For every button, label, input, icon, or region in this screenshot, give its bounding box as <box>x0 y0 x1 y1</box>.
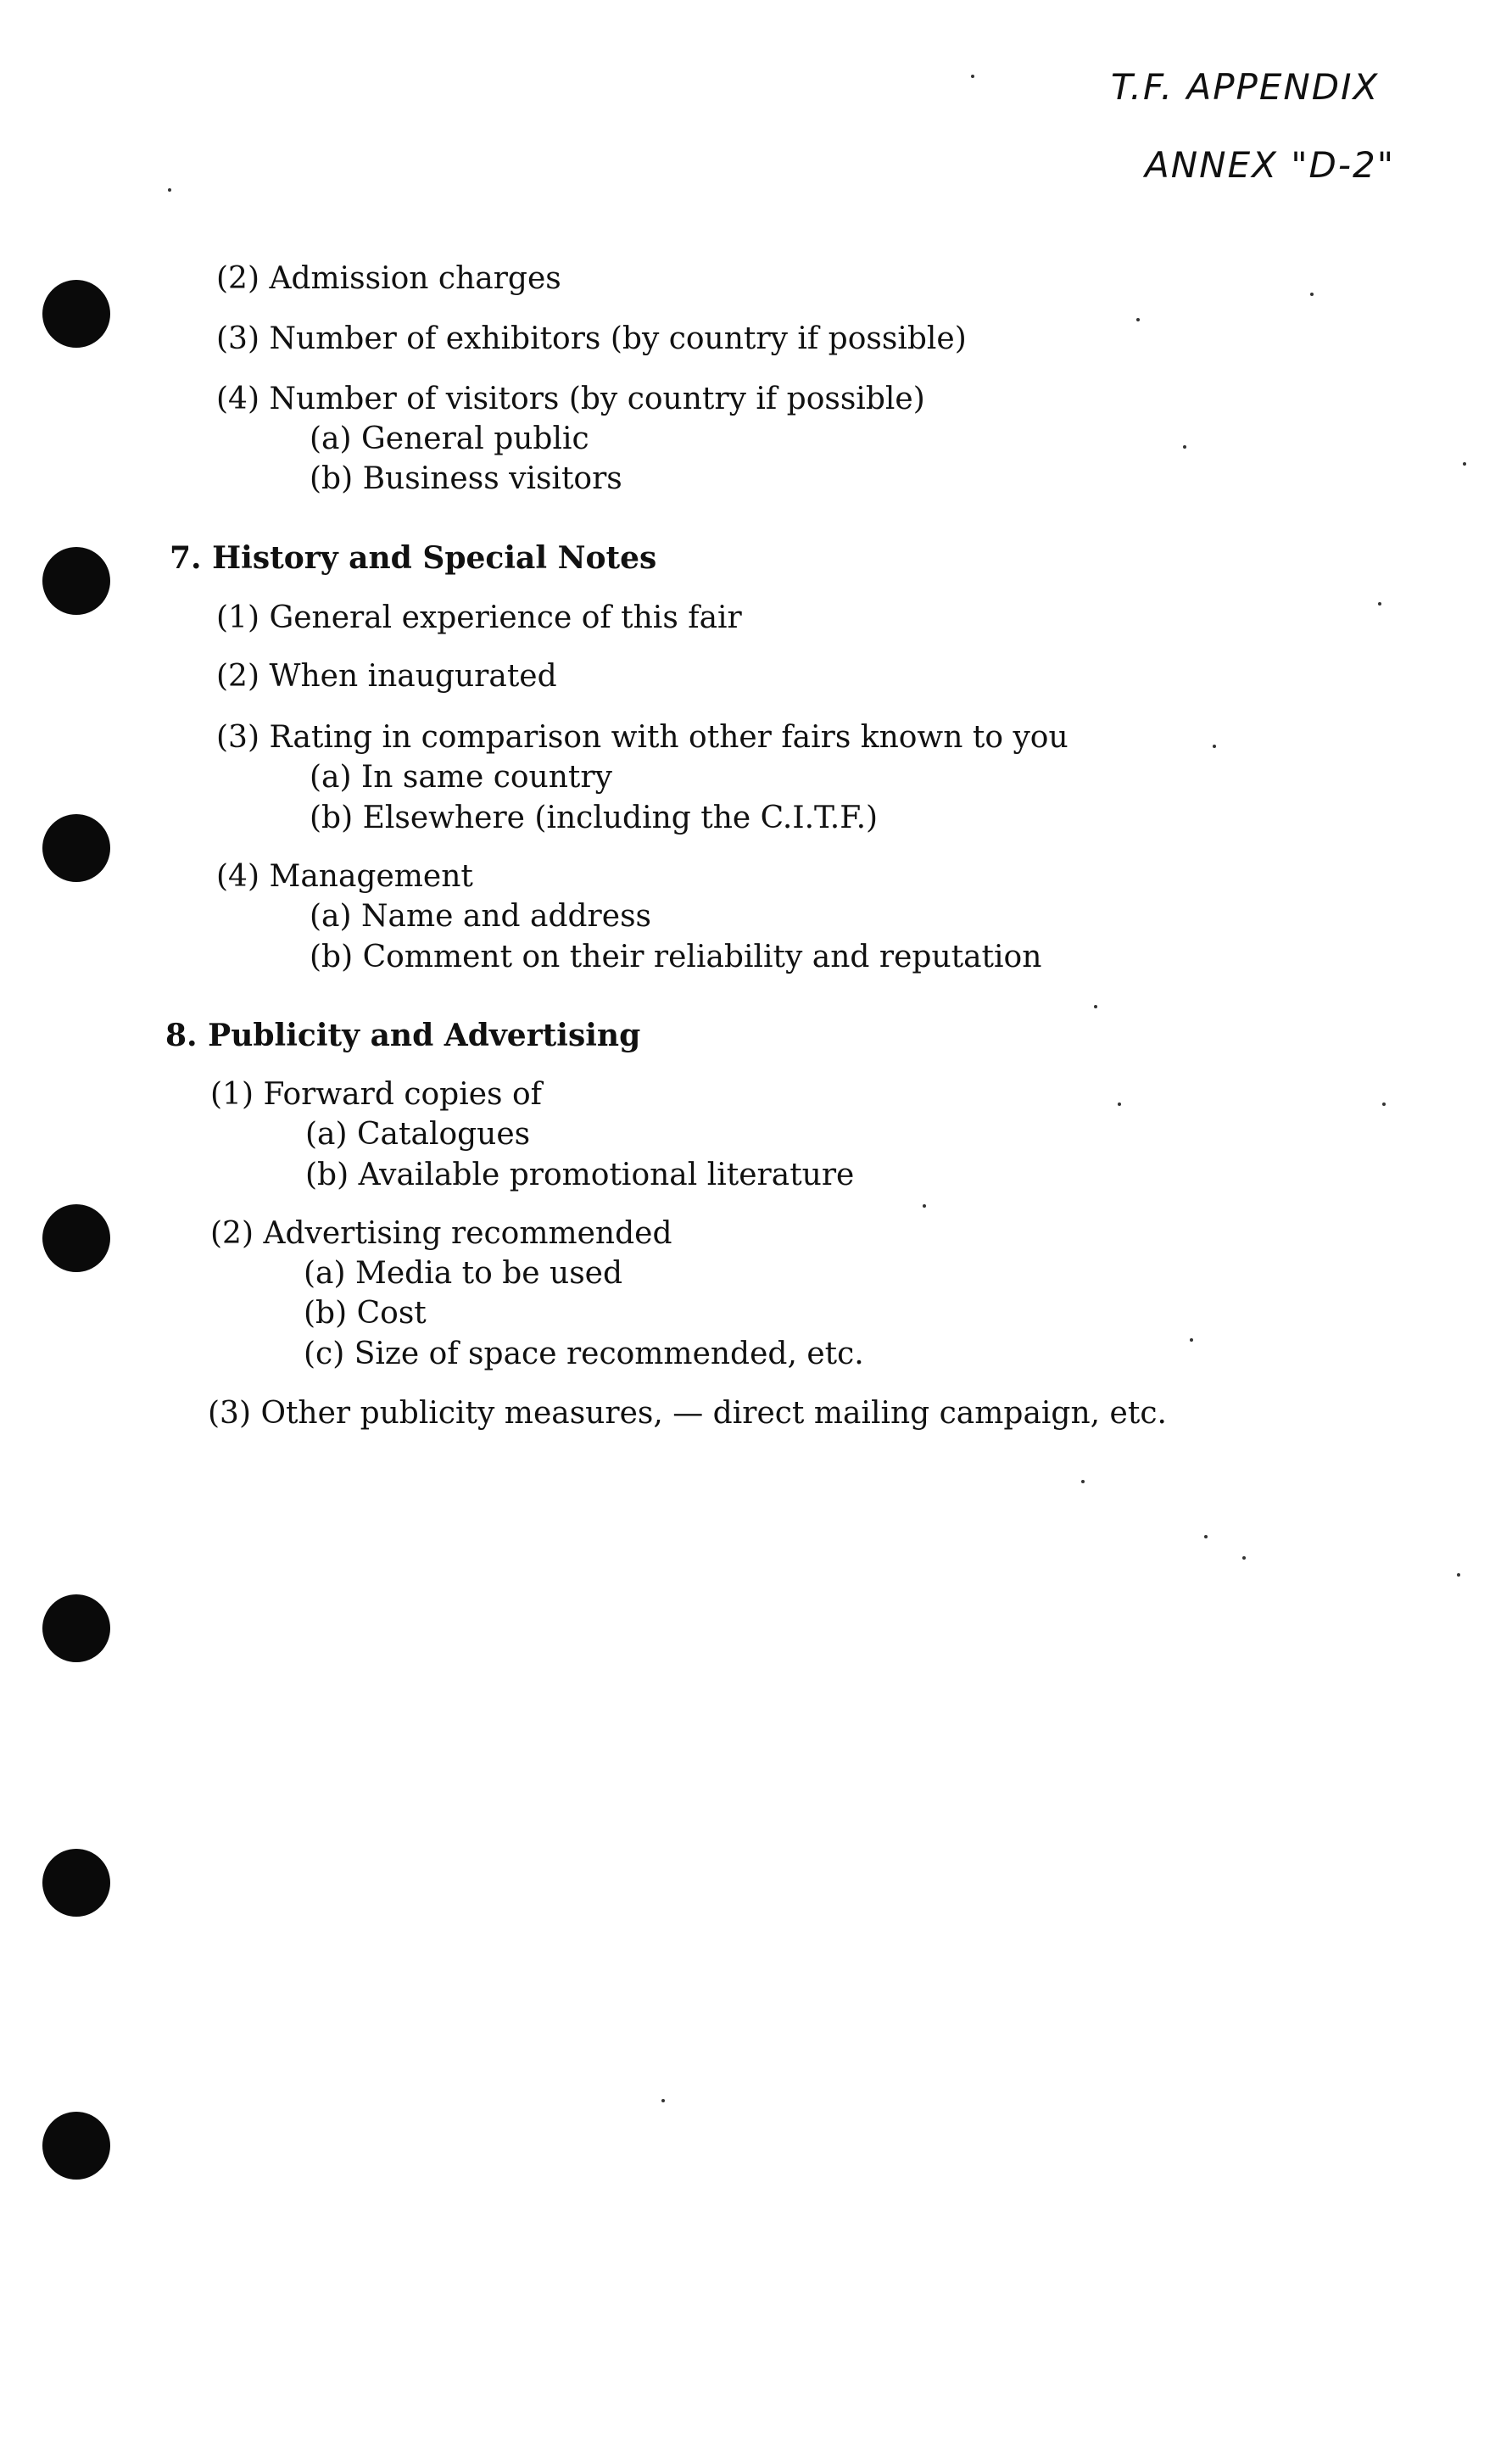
list-item <box>216 859 473 894</box>
list-item <box>216 600 742 635</box>
scan-speck <box>1136 318 1140 321</box>
list-item <box>304 1256 622 1291</box>
item-number: (3) <box>208 1396 251 1431</box>
list-item <box>210 1216 672 1251</box>
punch-hole <box>42 1204 110 1272</box>
item-number: (4) <box>216 859 259 894</box>
item-number: (b) <box>305 1158 349 1192</box>
item-number: (a) <box>305 1117 348 1152</box>
item-number: (b) <box>310 461 354 496</box>
item-number: (2) <box>216 659 259 694</box>
item-text: Catalogues <box>357 1117 531 1152</box>
scan-speck <box>1183 445 1186 449</box>
item-text: Management <box>269 859 473 894</box>
item-number: (a) <box>304 1256 346 1291</box>
item-number: (a) <box>310 421 352 456</box>
scan-speck <box>923 1204 926 1208</box>
scan-speck <box>168 188 171 192</box>
item-number: (b) <box>310 940 354 974</box>
list-item <box>310 760 612 795</box>
list-item <box>310 461 622 496</box>
scan-speck <box>1190 1338 1193 1342</box>
section-title: History and Special Notes <box>212 540 657 576</box>
list-item <box>310 421 589 456</box>
list-item <box>210 1077 542 1112</box>
item-number: (1) <box>216 600 259 635</box>
item-text: Rating in comparison with other fairs known to you <box>269 720 1068 755</box>
list-item <box>216 382 925 416</box>
item-number: (3) <box>216 321 259 356</box>
item-text: Advertising recommended <box>263 1216 672 1251</box>
list-item <box>305 1158 854 1192</box>
item-number: (b) <box>304 1296 348 1331</box>
punch-hole <box>42 280 110 348</box>
item-text: Media to be used <box>355 1256 623 1291</box>
item-text: Business visitors <box>362 461 622 496</box>
scan-speck <box>1382 1102 1386 1106</box>
item-number: (a) <box>310 899 352 934</box>
punch-hole <box>42 547 110 615</box>
scan-speck <box>1457 1573 1460 1577</box>
section-number: 8. <box>165 1018 198 1053</box>
scan-speck <box>1204 1535 1208 1538</box>
section-title: Publicity and Advertising <box>208 1018 641 1053</box>
list-item <box>310 801 878 835</box>
item-text: Elsewhere (including the C.I.T.F.) <box>362 801 879 835</box>
item-number: (b) <box>310 801 354 835</box>
scan-speck <box>1094 1005 1097 1008</box>
scan-speck <box>971 75 974 78</box>
list-item <box>216 321 967 356</box>
punch-hole <box>42 814 110 882</box>
punch-hole <box>42 1594 110 1662</box>
item-text: When inaugurated <box>269 659 557 694</box>
item-number: (c) <box>304 1337 345 1371</box>
item-text: Number of visitors (by country if possible) <box>269 382 925 416</box>
item-number: (2) <box>216 261 259 296</box>
punch-hole <box>42 2112 110 2180</box>
item-text: Size of space recommended, etc. <box>354 1337 864 1371</box>
item-text: Admission charges <box>269 261 561 296</box>
item-text: Available promotional literature <box>358 1158 855 1192</box>
list-item <box>304 1337 864 1371</box>
item-number: (2) <box>210 1216 254 1251</box>
scan-speck <box>1463 462 1466 466</box>
punch-hole <box>42 1849 110 1917</box>
item-text: In same country <box>361 760 612 795</box>
list-item <box>305 1117 530 1152</box>
list-item <box>208 1396 1167 1431</box>
item-number: (4) <box>216 382 259 416</box>
item-text: Cost <box>356 1296 427 1331</box>
item-text: Number of exhibitors (by country if possible) <box>269 321 967 356</box>
scan-speck <box>1310 293 1314 296</box>
scan-speck <box>1378 602 1381 606</box>
list-item <box>310 899 651 934</box>
item-number: (a) <box>310 760 352 795</box>
item-text: Name and address <box>361 899 652 934</box>
section-heading <box>165 1018 640 1053</box>
item-text: General public <box>361 421 589 456</box>
item-text: Forward copies of <box>263 1077 542 1112</box>
list-item <box>216 659 557 694</box>
section-number: 7. <box>170 540 202 576</box>
item-number: (3) <box>216 720 259 755</box>
item-text: General experience of this fair <box>269 600 742 635</box>
item-text: Comment on their reliability and reputation <box>362 940 1042 974</box>
appendix-header: T.F. APPENDIX <box>1111 66 1380 108</box>
item-number: (1) <box>210 1077 254 1112</box>
scan-speck <box>1242 1556 1246 1560</box>
list-item <box>310 940 1041 974</box>
scan-speck <box>1213 745 1216 748</box>
section-heading <box>170 540 656 576</box>
list-item <box>216 261 561 296</box>
scan-speck <box>1081 1480 1085 1483</box>
list-item <box>304 1296 427 1331</box>
item-text: Other publicity measures, — direct mailing campaign, etc. <box>260 1396 1167 1431</box>
list-item <box>216 720 1068 755</box>
annex-header: ANNEX "D-2" <box>1145 144 1396 186</box>
scan-speck <box>661 2099 665 2102</box>
scan-speck <box>1118 1102 1121 1106</box>
